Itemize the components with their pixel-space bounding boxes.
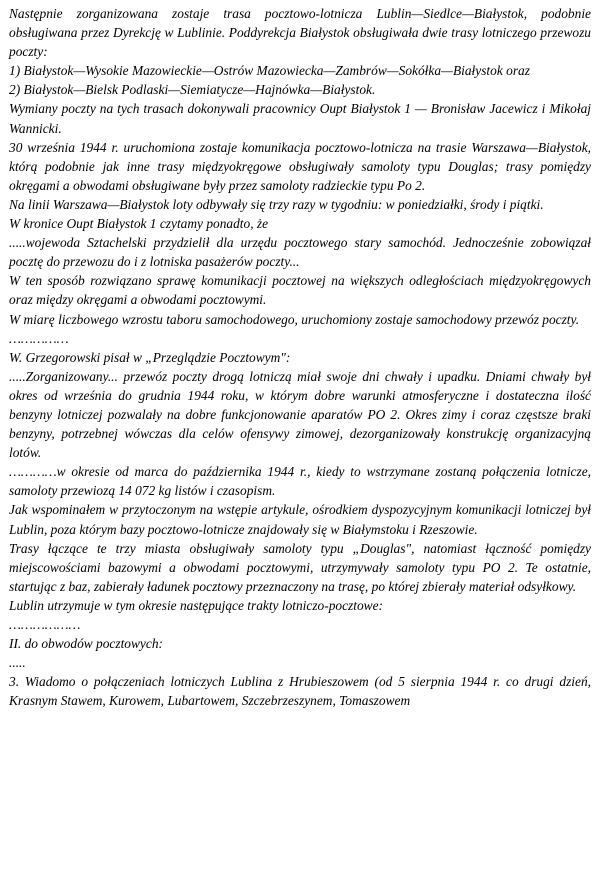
paragraph-route-lublin-siedlce: Następnie zorganizowana zostaje trasa pocztowo-lotnicza Lublin—Siedlce—Białystok, podobnie obsługiwana przez Dyrekcję w Lublinie. Poddyrekcja Białystok obsługiwała dwie trasy lotniczego przewozu poczty: — [9, 6, 591, 60]
paragraph-cargo-total: …………w okresie od marca do października 1944 r., kiedy to wstrzymane zostaną połączenia lotnicze, samoloty przewiozą 14 072 kg listów i czasopism. — [9, 464, 591, 499]
ellipsis-line-1: …………… — [9, 330, 69, 346]
heading-postal-districts: II. do obwodów pocztowych: — [9, 636, 163, 652]
paragraph-car-transport: W miarę liczbowego wzrostu taboru samochodowego, uruchomiony zostaje samochodowy przewóz poczty. — [9, 311, 580, 327]
paragraph-flight-days: Na linii Warszawa—Białystok loty odbywały się trzy razy w tygodniu: w poniedziałki, środy i piątki. — [9, 196, 544, 212]
paragraph-grzegorowski-intro: W. Grzegorowski pisał w „Przeglądzie Pocztowym": — [9, 349, 291, 365]
paragraph-lublin-tracts: Lublin utrzymuje w tym okresie następujące trakty lotniczo-pocztowe: — [9, 597, 384, 613]
paragraph-grzegorowski-quote: .....Zorganizowany... przewóz poczty drogą lotniczą miał swoje dni chwały i upadku. Dniami chwały był okres od września do grudnia 1944 roku, w którym dobre warunki atmosferyczne i dostateczna ilość benzyny lotniczej pozwalały na dobre funkcjonowanie aparatów PO 2. Okres zimy i coraz częstsze braki benzyny, potrzebnej wówczas dla celów ofensywy zimowej, dezorganizowały konstrukcję organizacyjną lotów. — [9, 368, 591, 461]
paragraph-workers: Wymiany poczty na tych trasach dokonywali pracownicy Oupt Białystok 1 — Bronisław Jacewicz i Mikołaj Wannicki. — [9, 101, 591, 136]
paragraph-warsaw-route: 30 września 1944 r. uruchomiona zostaje komunikacja pocztowo-lotnicza na trasie Warszawa—Białystok, którą podobnie jak inne trasy międzyokręgowe obsługiwały samoloty typu Douglas; trasy pomiędzy okręgami a obwodami obsługiwane były przez samoloty radzieckie typu Po 2. — [9, 139, 591, 193]
paragraph-chronicle-quote: .....wojewoda Sztachelski przydzielił dla urzędu pocztowego stary samochód. Jednocześnie zobowiązał pocztę do przewozu do i z lotniska pasażerów poczty... — [9, 235, 591, 270]
ellipsis-line-2: ……………… — [9, 617, 81, 632]
paragraph-dispatch-center: Jak wspominałem w przytoczonym na wstępie artykule, ośrodkiem dyspozycyjnym komunikacji lotniczej był Lublin, poza którym bazy pocztowo-lotnicze znajdowały się w Białymstoku i Rzeszowie. — [9, 502, 591, 537]
ellipsis-line-3: ..... — [9, 655, 26, 671]
paragraph-chronicle-intro: W kronice Oupt Białystok 1 czytamy ponadto, że — [9, 216, 269, 232]
paragraph-route-2: 2) Białystok—Bielsk Podlaski—Siemiatycze—Hajnówka—Białystok. — [9, 82, 376, 98]
paragraph-route-1: 1) Białystok—Wysokie Mazowieckie—Ostrów Mazowiecka—Zambrów—Sokółka—Białystok oraz — [9, 63, 530, 79]
paragraph-item-3: 3. Wiadomo o połączeniach lotniczych Lublina z Hrubieszowem (od 5 sierpnia 1944 r. co drugi dzień, Krasnym Stawem, Kurowem, Lubartowem, Szczebrzeszynem, Tomaszowem — [9, 674, 591, 709]
paragraph-solution: W ten sposób rozwiązano sprawę komunikacji pocztowej na większych odległościach międzyokręgowych oraz między okręgami a obwodami pocztowymi. — [9, 273, 591, 308]
paragraph-aircraft-types: Trasy łączące te trzy miasta obsługiwały samoloty typu „Douglas", natomiast łączność pomiędzy miejscowościami bazowymi a obwodami pocztowymi, utrzymywały samoloty typu PO 2. Te ostatnie, startując z baz, zabierały ładunek pocztowy przeznaczony na trasę, po której zbierały materiał odsyłkowy. — [9, 540, 591, 594]
